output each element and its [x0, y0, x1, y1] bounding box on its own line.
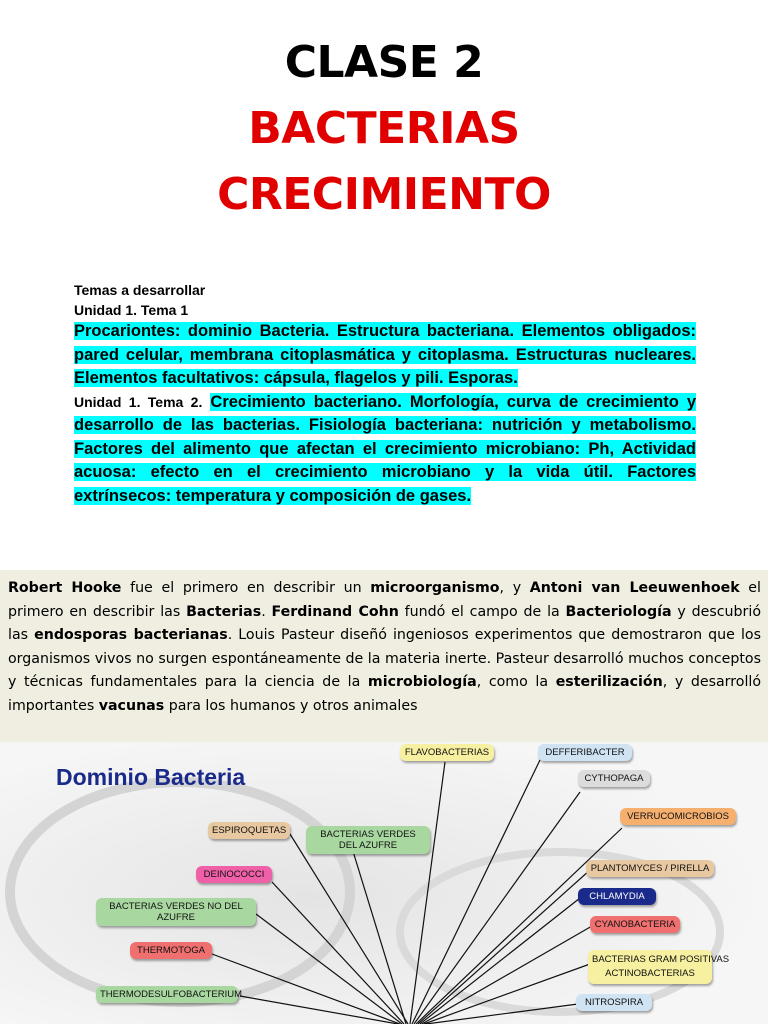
text-span: , como la: [476, 674, 556, 690]
unit2-paragraph: [74, 391, 696, 509]
label-cyanobacteria: CYANOBACTERIA: [590, 916, 680, 933]
term-vacunas: vacunas: [98, 697, 165, 714]
label-thermodesulfobacterium: THERMODESULFOBACTERIUM: [96, 986, 238, 1003]
label-flavobacterias: FLAVOBACTERIAS: [400, 744, 494, 761]
text-span: . Louis Pasteur diseñó ingeniosos experimentos que demostraron que los organismos vivos no surgen espontáneamente de la materia inerte. Pasteur desarrolló muchos conceptos y técnicas fundamentales para la ciencia de la: [8, 627, 761, 690]
text-span: y descubrió las: [8, 603, 761, 643]
label-verrucomicrobios: VERRUCOMICROBIOS: [620, 808, 736, 825]
unit2-label: Unidad 1. Tema 2.: [74, 393, 203, 410]
label-gram-positivas: [588, 950, 730, 984]
diagram-title: Dominio Bacteria: [56, 764, 246, 790]
unit1-label: Unidad 1. Tema 1: [74, 302, 189, 318]
topics-heading: Temas a desarrollar: [74, 282, 206, 298]
title-bacterias: BACTERIAS: [248, 103, 520, 154]
label-cythopaga: CYTHOPAGA: [578, 770, 650, 787]
unit1-highlight: Procariontes: dominio Bacteria. Estructura bacteriana. Elementos obligados: pared celular, membrana citoplasmática y citoplasma. Estructuras nucleares. Elementos facultativos: cápsula, flagelos y pili. Esporas.: [74, 322, 696, 387]
term-esterilizacion: esterilización: [555, 674, 663, 690]
term-bacterias: Bacterias: [186, 603, 262, 620]
bacteria-tree-diagram: [0, 742, 768, 1024]
label-bacterias-verdes-no-azufre: BACTERIAS VERDES NO DEL AZUFRE: [96, 898, 256, 926]
name-cohn: Ferdinand Cohn: [271, 603, 399, 620]
label-chlamydia: CHLAMYDIA: [578, 888, 656, 905]
text-span: fundó el campo de la: [398, 603, 566, 620]
label-plantomyces: PLANTOMYCES / PIRELLA: [586, 860, 714, 877]
text-span: , y: [499, 580, 530, 596]
name-leeuwenhoek: Antoni van Leeuwenhoek: [529, 580, 740, 596]
unit1-text: [74, 320, 696, 391]
text-span: fue el primero en describir un: [121, 580, 371, 596]
label-espiroquetas: ESPIROQUETAS: [208, 822, 290, 839]
topics-section: [74, 280, 696, 508]
term-endosporas: endosporas bacterianas: [34, 627, 228, 643]
term-bacteriologia: Bacteriología: [565, 603, 672, 620]
name-hooke: Robert Hooke: [8, 580, 122, 596]
text-span: , y desarrolló importantes: [8, 674, 762, 714]
label-deinococci: DEINOCOCCI: [196, 866, 272, 883]
label-defferibacter: DEFFERIBACTER: [538, 744, 632, 761]
title-block: [0, 30, 768, 228]
history-paragraph: [0, 570, 768, 742]
label-actinobacterias-text: ACTINOBACTERIAS: [605, 968, 695, 979]
text-span: para los humanos y otros animales: [164, 697, 418, 714]
label-nitrospira: NITROSPIRA: [576, 994, 652, 1011]
label-thermotoga: THERMOTOGA: [130, 942, 212, 959]
term-microorganismo: microorganismo: [370, 580, 500, 596]
label-gram-positivas-text: BACTERIAS GRAM POSITIVAS: [592, 954, 730, 965]
unit2-highlight: Crecimiento bacteriano. Morfología, curva de crecimiento y desarrollo de las bacterias. Fisiología bacteriana: nutrición y metabolismo. Factores del alimento que afectan el crecimiento microbiano: Ph, Actividad acuosa: efecto en el crecimiento microbiano y la vida útil. Factores extrínsecos: temperatura y composición de gases.: [74, 392, 696, 505]
title-clase: CLASE 2: [284, 37, 484, 88]
label-bacterias-verdes-azufre: BACTERIAS VERDES DEL AZUFRE: [306, 826, 430, 854]
term-microbiologia: microbiología: [367, 674, 477, 690]
text-span: .: [261, 603, 272, 620]
text-span: el primero en describir las: [8, 580, 761, 620]
title-crecimiento: CRECIMIENTO: [217, 169, 551, 220]
